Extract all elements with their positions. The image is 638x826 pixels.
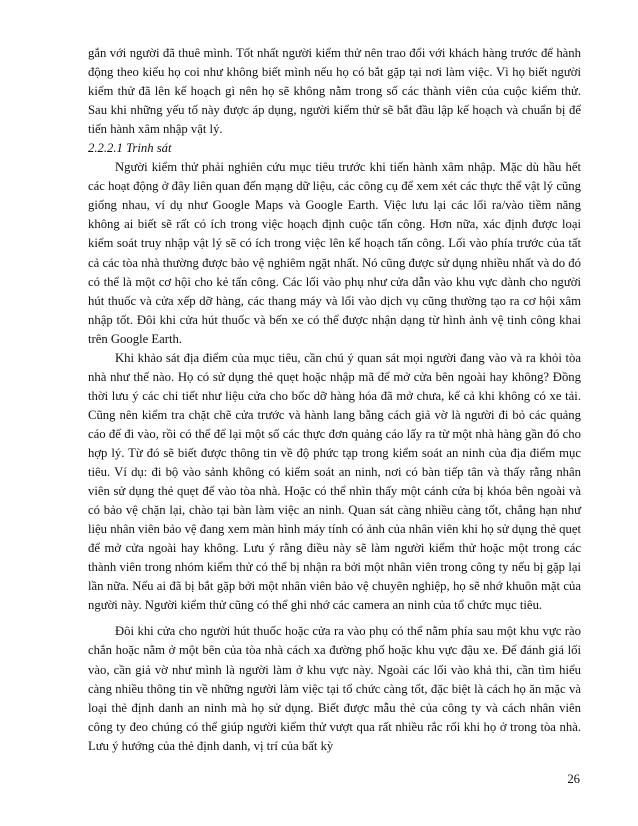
paragraph-research: Người kiểm thử phải nghiên cứu mục tiêu trước khi tiến hành xâm nhập. Mặc dù hầu hết các hoạt động ở đây liên quan đến mạng dữ liệu, các công cụ để xem xét các thực thể vật lý cũng giống nhau, ví dụ như Google Maps và Google Earth. Việc lưu lại các lối ra/vào tiềm năng không ai biết sẽ rất có ích trong việc hoạch định cuộc tấn công. Hơn nữa, xác định được loại kiểm soát truy nhập vật lý sẽ có ích trong việc lên kế hoạch tấn công. Lối vào phía trước của tất cả các tòa nhà thường được bảo vệ nghiêm ngặt nhất. Nó cũng được sử dụng nhiều nhất và do đó có thể là một cơ hội cho kẻ tấn công. Các lối vào phụ như cửa dẫn vào khu vực dành cho người hút thuốc và cửa xếp dỡ hàng, các thang máy và lối vào dịch vụ cũng thường tạo ra cơ hội xâm nhập tốt. Đôi khi cửa hút thuốc và bến xe có thể được nhận dạng từ hình ảnh vệ tinh công khai trên Google Earth. — [88, 160, 581, 346]
body-text — [88, 44, 581, 756]
paragraph-intro: gắn với người đã thuê mình. Tốt nhất người kiểm thử nên trao đổi với khách hàng trước để hành động theo kiểu họ coi như không biết mình nếu họ có bắt gặp tại nơi làm việc. Vì họ biết người kiểm thử đã lên kế hoạch gì nên họ sẽ không nằm trong số các thành viên của cuộc kiểm thử. Sau khi những yếu tố này được áp dụng, người kiểm thử sẽ bắt đầu lập kế hoạch và chuẩn bị để tiến hành xâm nhập vật lý. — [88, 46, 581, 137]
page-number: 26 — [567, 772, 580, 786]
paragraph-side-entrances: Đôi khi cửa cho người hút thuốc hoặc cửa ra vào phụ có thể nằm phía sau một khu vực rào chắn hoặc nằm ở một bên của tòa nhà cách xa đường phố hoặc khu vực đậu xe. Để đánh giá lối vào, cần giả vờ như mình là người làm ở khu vực này. Ngoài các lối vào khả thi, cần tìm hiểu càng nhiều thông tin về những người làm việc tại tổ chức càng tốt, đặc biệt là cách họ ăn mặc và loại thẻ định danh an ninh mà họ sử dụng. Biết được mẫu thẻ của công ty và cách nhân viên công ty đeo chúng có thể giúp người kiểm thử vượt qua rất nhiều rắc rối khi họ ở trong tòa nhà. Lưu ý hướng của thẻ định danh, vị trí của bất kỳ — [88, 624, 581, 753]
paragraph-site-survey: Khi khảo sát địa điểm của mục tiêu, cần chú ý quan sát mọi người đang vào và ra khỏi tòa nhà như thế nào. Họ có sử dụng thẻ quẹt hoặc nhập mã để mở cửa bên ngoài hay không? Đồng thời lưu ý các chi tiết như liệu cửa cho bốc dỡ hàng hóa đã mở chưa, kể cả khi không có xe tải. Cũng nên kiểm tra chặt chẽ cửa trước và hành lang bằng cách giả vờ là người đi bỏ các quảng cáo để đi vào, rồi có thể để lại một số các thực đơn quảng cáo lấy ra từ một nhà hàng gần đó cho hợp lý. Từ đó sẽ biết được thông tin về độ phức tạp trong kiểm soát an ninh của địa điểm mục tiêu. Ví dụ: đi bộ vào sảnh không có kiểm soát an ninh, nơi có bàn tiếp tân và thấy rằng nhân viên sử dụng thẻ quẹt để vào tòa nhà. Hoặc có thể nhìn thấy một cánh cửa bị khóa bên ngoài và có bảo vệ chặn lại, chào tại bàn làm việc an ninh. Quan sát càng nhiều càng tốt, chẳng hạn như liệu nhân viên bảo vệ đang xem màn hình máy tính có ảnh của nhân viên khi họ sử dụng thẻ quẹt để mở cửa ngoài hay không. Lưu ý rằng điều này sẽ làm người kiểm thử hoặc một trong các thành viên trong nhóm kiểm thử có thể bị nhận ra bởi một nhân viên trong công ty nếu bị gặp lại lần nữa. Nếu ai đã bị bắt gặp bởi một nhân viên bảo vệ chuyên nghiệp, họ sẽ nhớ khuôn mặt của người này. Người kiểm thử cũng có thể ghi nhớ các camera an ninh của tổ chức mục tiêu. — [88, 350, 581, 613]
section-heading: 2.2.2.1 Trinh sát — [88, 141, 172, 156]
